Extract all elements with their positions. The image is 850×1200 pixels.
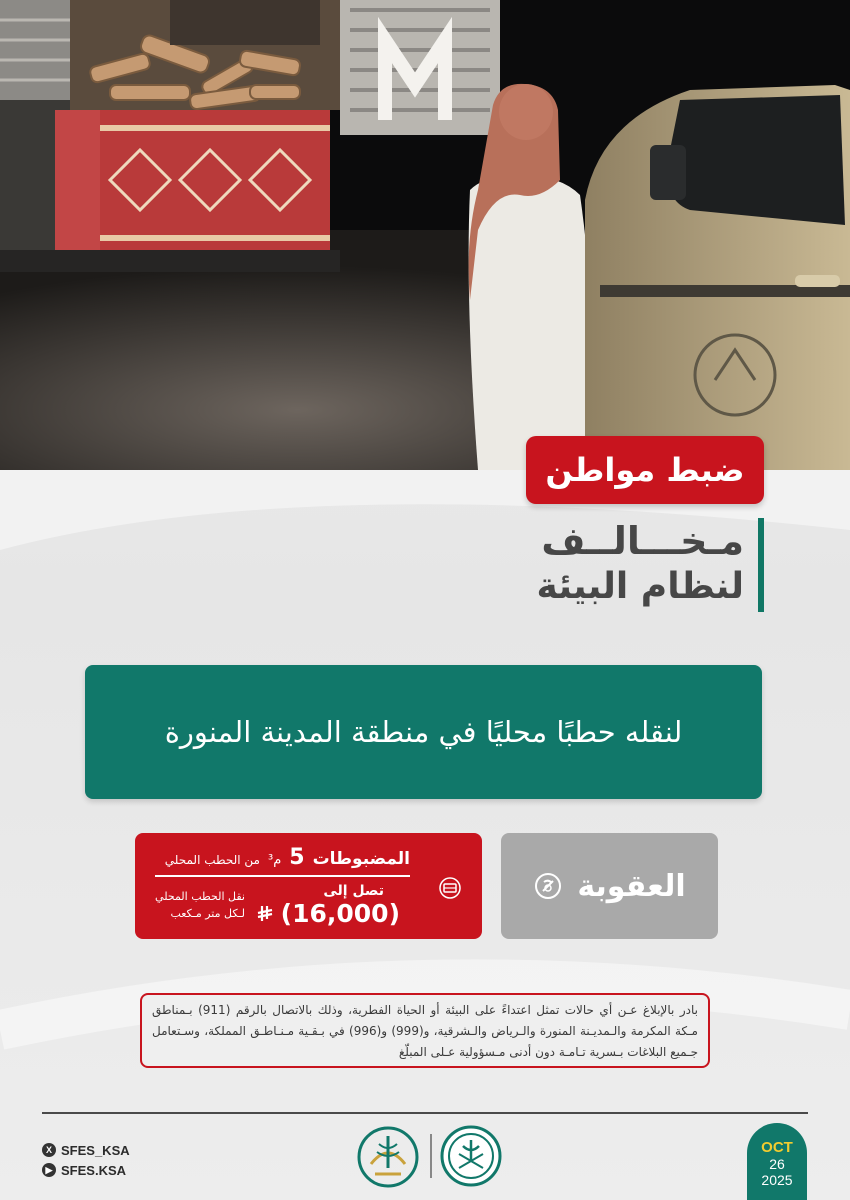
seized-divider <box>155 875 410 877</box>
seized-unit: م³ <box>267 853 282 868</box>
x-icon: X <box>42 1143 56 1157</box>
seized-quantity: 5 <box>289 845 305 870</box>
subheadline-banner: لنقله حطبًا محليًا في منطقة المدينة المنورة <box>85 665 762 799</box>
seized-description: من الحطب المحلي <box>164 853 260 867</box>
social-x[interactable] <box>42 1140 130 1160</box>
seized-header <box>165 845 410 870</box>
fine-prefix: تصل إلى <box>323 883 384 899</box>
date-year: 2025 <box>761 1172 793 1188</box>
social-handle-x: SFES_KSA <box>61 1142 130 1158</box>
footer-divider <box>42 1112 808 1114</box>
social-handle-youtube: SFES.KSA <box>61 1162 127 1178</box>
ministry-of-interior-logo <box>439 1124 503 1188</box>
youtube-icon: ▶ <box>42 1163 56 1177</box>
title-line-1: مـخـــالــف <box>541 519 744 563</box>
fine-amount: (16,000) <box>280 899 400 928</box>
penalty-label: العقوبة <box>577 868 686 904</box>
report-notice: بادر بالإبلاغ عـن أي حالات تمثل اعتداءً على البيئة أو الحياة الفطرية، وذلك بالاتصال بالرقم (911) بـمناطق مـكة المكرمة والـمديـنة المنورة والـرياض والـشرقية، و(999) و(996) في بـقـية مـنـاطـق المملكة، وسـتعامل جـميع البلاغات بـسرية تـامـة دون أدنى مـسؤولية عـلى المبلّغ <box>140 993 710 1068</box>
hero-photo <box>0 0 850 470</box>
penalty-card <box>501 833 718 939</box>
headline-title <box>424 518 764 612</box>
no-entry-icon <box>533 871 563 901</box>
riyal-currency-icon <box>255 904 275 924</box>
environmental-security-forces-logo <box>353 1124 423 1190</box>
fine-description: نقل الحطب المحلي لـكل متر مـكعب <box>155 890 245 920</box>
date-day: 26 <box>769 1156 785 1172</box>
social-links <box>42 1140 130 1180</box>
logo-separator <box>430 1134 432 1178</box>
seized-goods-icon <box>437 877 463 899</box>
title-line-2: لنظام البيئة <box>536 566 744 607</box>
date-month: OCT <box>761 1139 793 1156</box>
social-youtube[interactable] <box>42 1160 130 1180</box>
headline-badge: ضبط مواطن <box>526 436 764 504</box>
seized-label: المضبوطات <box>312 849 410 869</box>
date-badge <box>747 1123 807 1200</box>
seized-card <box>135 833 482 939</box>
fine-amount-row <box>255 899 400 928</box>
